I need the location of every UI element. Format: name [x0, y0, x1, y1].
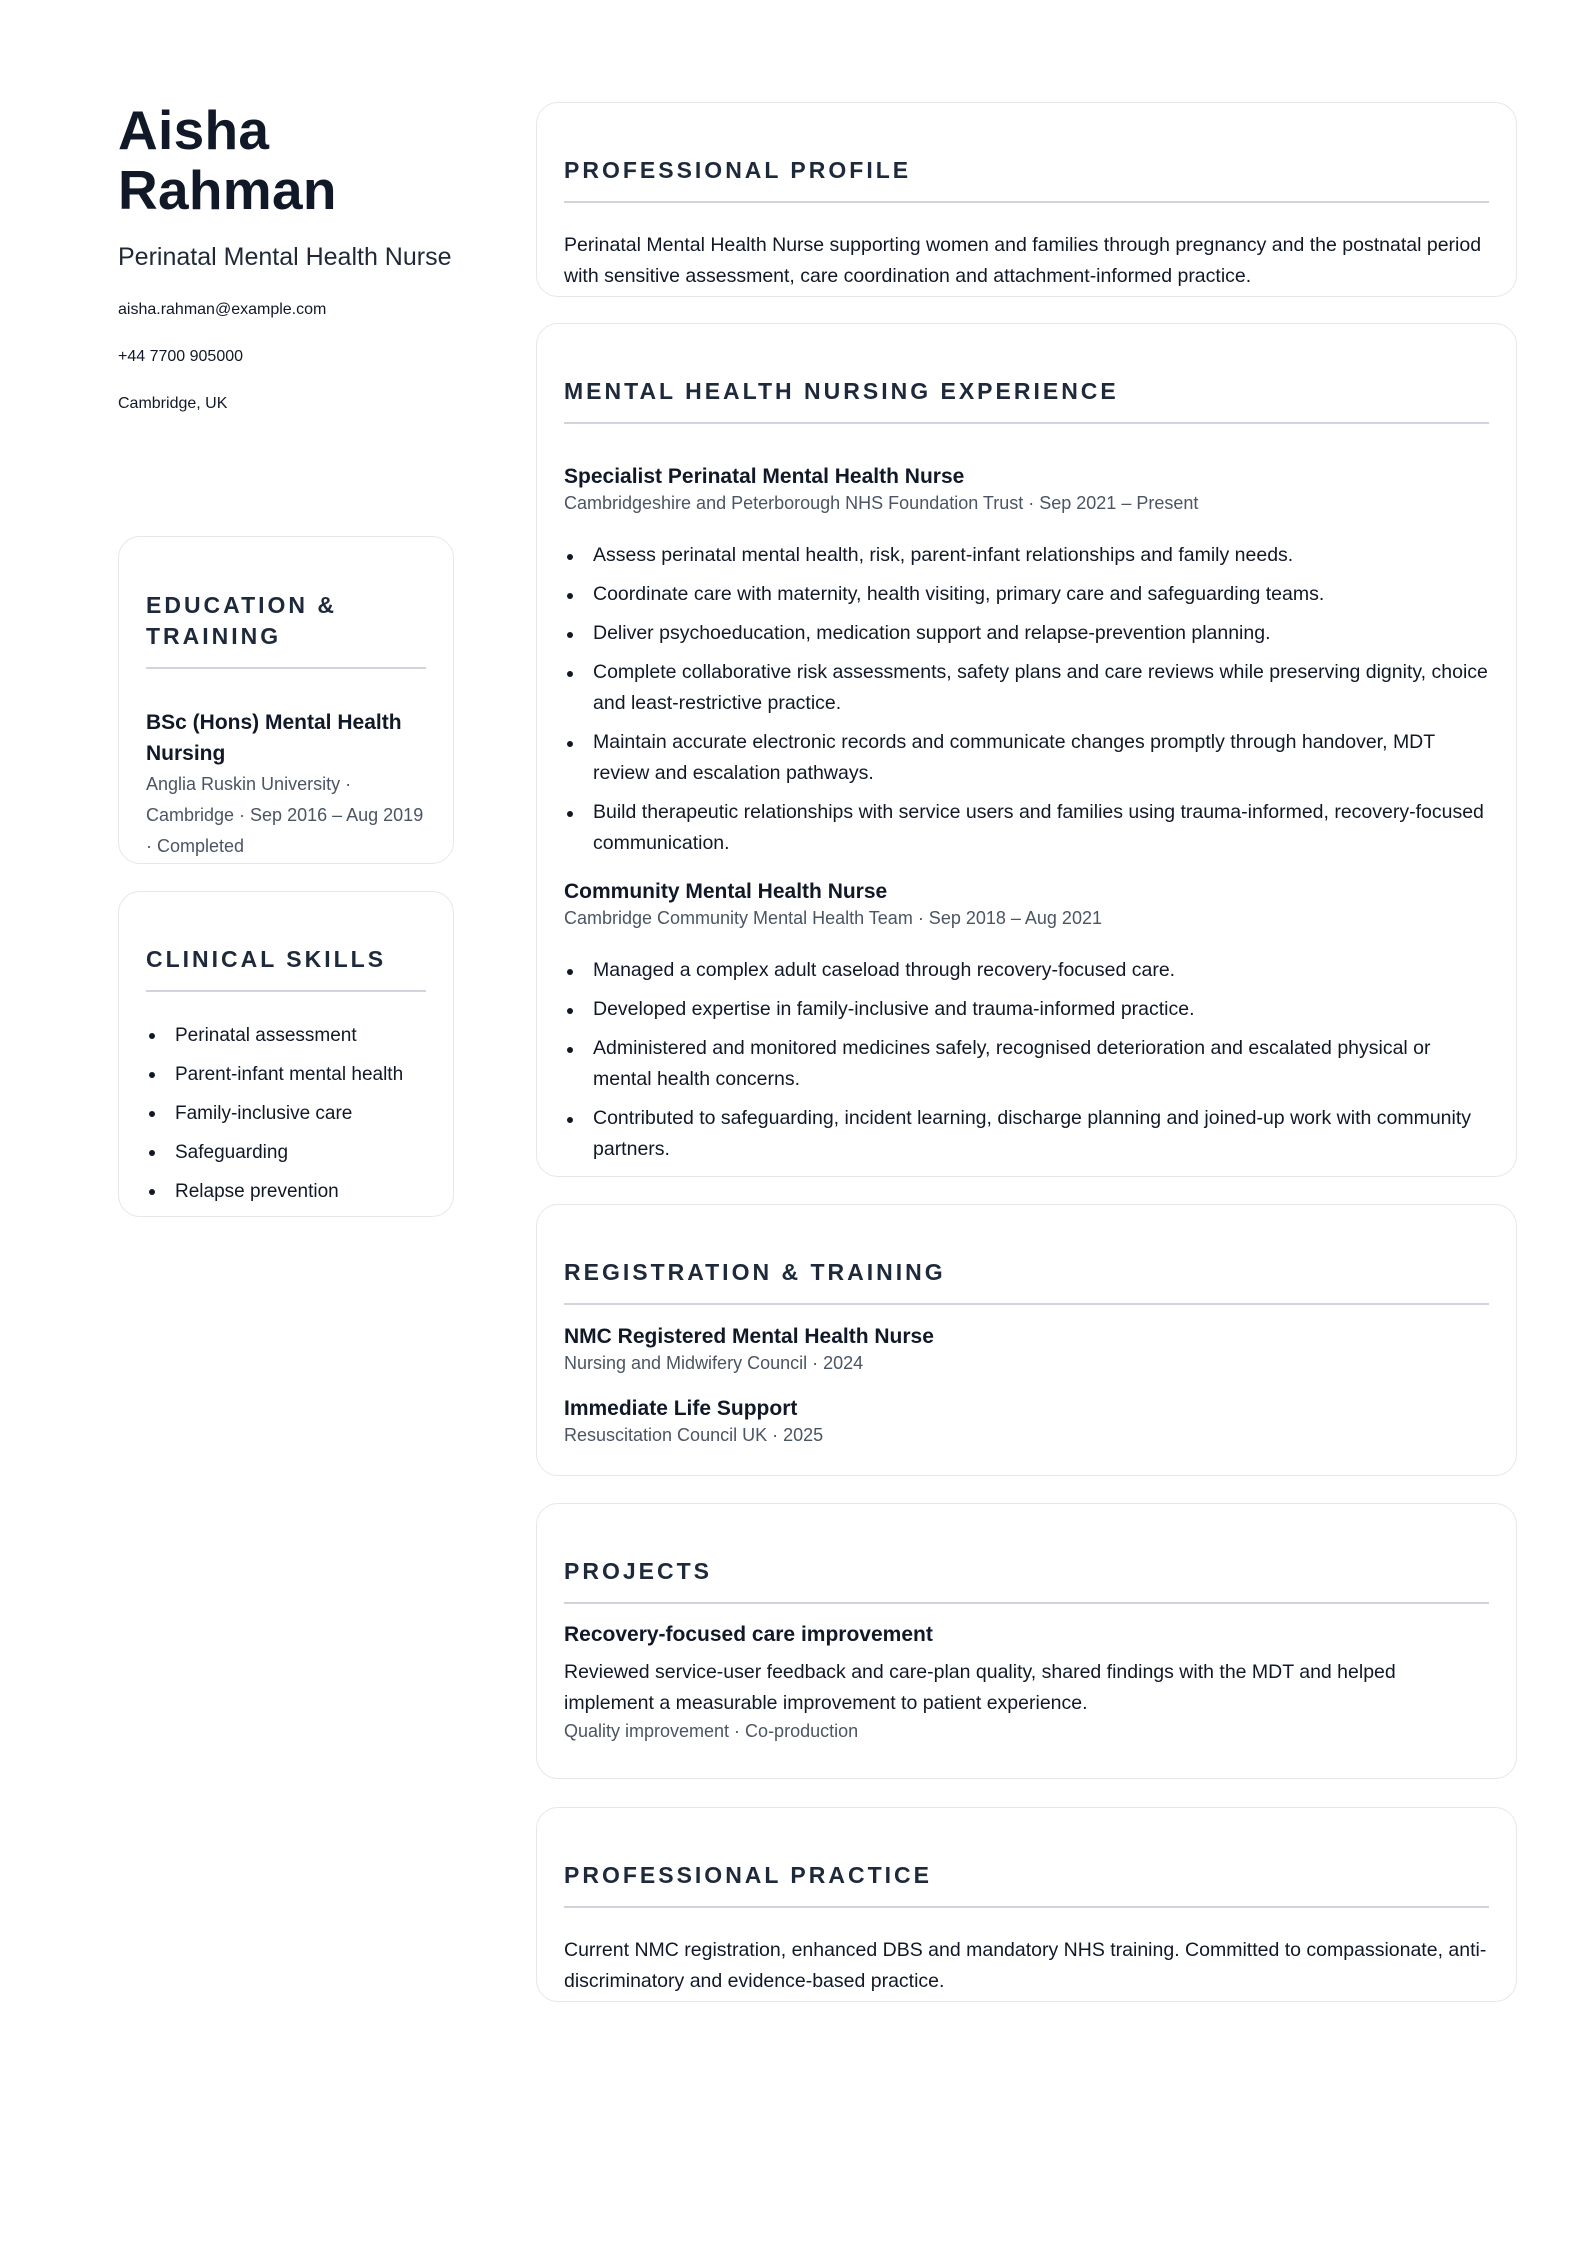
job-bullet: Developed expertise in family-inclusive and trauma-informed practice.	[564, 994, 1489, 1025]
registration-item-title: NMC Registered Mental Health Nurse	[564, 1325, 934, 1348]
education-card	[118, 536, 454, 864]
candidate-role: Perinatal Mental Health Nurse	[118, 243, 452, 271]
job-meta: Cambridgeshire and Peterborough NHS Foundation Trust · Sep 2021 – Present	[564, 493, 1199, 513]
skill-item: Parent-infant mental health	[146, 1055, 426, 1094]
candidate-name	[118, 100, 454, 220]
education-degree: BSc (Hons) Mental Health Nursing	[146, 711, 402, 765]
registration-item-title: Immediate Life Support	[564, 1397, 798, 1420]
job-bullet: Build therapeutic relationships with service users and families using trauma-informed, recovery-focused communication.	[564, 797, 1489, 859]
job-title: Specialist Perinatal Mental Health Nurse	[564, 465, 965, 488]
skill-item: Relapse prevention	[146, 1172, 426, 1211]
job-bullet: Deliver psychoeducation, medication support and relapse-prevention planning.	[564, 618, 1489, 649]
skills-card	[118, 891, 454, 1217]
profile-title: PROFESSIONAL PROFILE	[564, 157, 912, 183]
education-title: EDUCATION & TRAINING	[146, 592, 338, 649]
practice-text: Current NMC registration, enhanced DBS and mandatory NHS training. Committed to compassionate, anti-discriminatory and evidence-based practice.	[564, 1939, 1487, 1992]
experience-title: MENTAL HEALTH NURSING EXPERIENCE	[564, 378, 1119, 404]
sidebar-header	[118, 100, 454, 414]
project-name: Recovery-focused care improvement	[564, 1623, 933, 1646]
education-details: Anglia Ruskin University · Cambridge · Sep 2016 – Aug 2019 · Completed	[146, 774, 424, 856]
job-bullet: Managed a complex adult caseload through recovery-focused care.	[564, 955, 1489, 986]
section-divider	[146, 667, 426, 669]
section-divider	[564, 422, 1489, 424]
job-bullet: Assess perinatal mental health, risk, parent-infant relationships and family needs.	[564, 540, 1489, 571]
job-bullet: Maintain accurate electronic records and communicate changes promptly through handover, MDT review and escalation pathways.	[564, 727, 1489, 789]
skill-item: Family-inclusive care	[146, 1094, 426, 1133]
job-title: Community Mental Health Nurse	[564, 880, 888, 903]
job-bullet: Complete collaborative risk assessments, safety plans and care reviews while preserving dignity, choice and least-restrictive practice.	[564, 657, 1489, 719]
contact-email: aisha.rahman@example.com	[118, 301, 327, 318]
practice-card	[536, 1807, 1517, 2002]
job-bullet: Administered and monitored medicines safely, recognised deterioration and escalated physical or mental health concerns.	[564, 1033, 1489, 1095]
projects-card	[536, 1503, 1517, 1779]
job-bullet: Contributed to safeguarding, incident learning, discharge planning and joined-up work with community partners.	[564, 1103, 1489, 1165]
section-divider	[564, 201, 1489, 203]
registration-item-meta: Nursing and Midwifery Council · 2024	[564, 1353, 864, 1373]
job-meta: Cambridge Community Mental Health Team · Sep 2018 – Aug 2021	[564, 908, 1102, 928]
job-bullets	[564, 540, 1489, 859]
project-description: Reviewed service-user feedback and care-plan quality, shared findings with the MDT and helped implement a measurable improvement to patient experience.	[564, 1661, 1396, 1714]
first-name: Aisha	[118, 99, 270, 161]
skills-list	[146, 1016, 426, 1211]
job-bullets	[564, 955, 1489, 1165]
profile-text: Perinatal Mental Health Nurse supporting women and families through pregnancy and the postnatal period with sensitive assessment, care coordination and attachment-informed practice.	[564, 234, 1482, 287]
registration-card	[536, 1204, 1517, 1476]
section-divider	[564, 1602, 1489, 1604]
project-tags: Quality improvement · Co-production	[564, 1721, 859, 1741]
practice-title: PROFESSIONAL PRACTICE	[564, 1862, 932, 1888]
profile-card	[536, 102, 1517, 297]
projects-title: PROJECTS	[564, 1558, 712, 1584]
contact-phone: +44 7700 905000	[118, 348, 244, 365]
last-name: Rahman	[118, 159, 337, 221]
job-bullet: Coordinate care with maternity, health visiting, primary care and safeguarding teams.	[564, 579, 1489, 610]
skill-item: Safeguarding	[146, 1133, 426, 1172]
experience-card	[536, 323, 1517, 1177]
section-divider	[564, 1906, 1489, 1908]
contact-location: Cambridge, UK	[118, 395, 228, 412]
skill-item: Perinatal assessment	[146, 1016, 426, 1055]
section-divider	[564, 1303, 1489, 1305]
registration-item-meta: Resuscitation Council UK · 2025	[564, 1425, 824, 1445]
section-divider	[146, 990, 426, 992]
skills-title: CLINICAL SKILLS	[146, 946, 387, 972]
registration-title: REGISTRATION & TRAINING	[564, 1259, 946, 1285]
